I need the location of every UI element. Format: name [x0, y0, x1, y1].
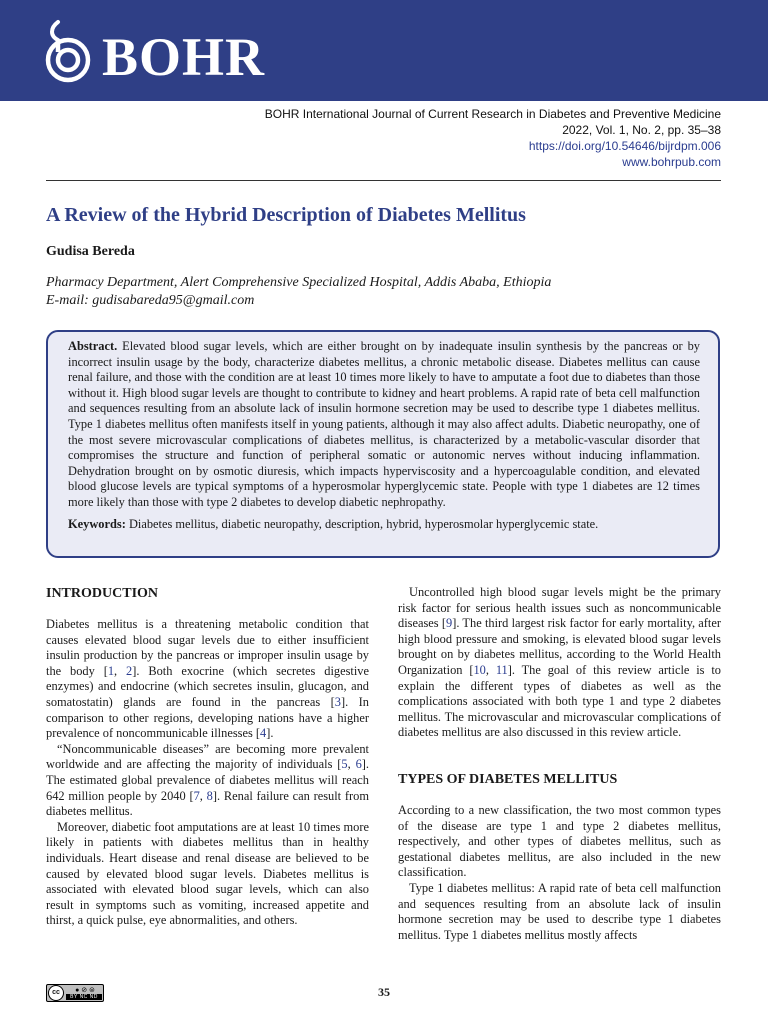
text-run: Uncontrolled high blood sugar levels might be the primary risk factor for serious health issues such as noncommunicable diseases [ — [398, 585, 721, 631]
intro-paragraph-3: Moreover, diabetic foot amputations are at least 10 times more likely in patients with diabetes mellitus than in healthy individuals. Heart disease and renal disease are believed to be caused by elevated blood sugar levels. Diabetes mellitus is associated with elevated blood sugar levels, which can also result in symptoms such as vomiting, increased appetite and thirst, a quick pulse, eye abnormalities, and others. — [46, 819, 369, 928]
section-heading-types: TYPES OF DIABETES MELLITUS — [398, 771, 618, 787]
page-number: 35 — [378, 985, 390, 999]
intro-paragraph-4 — [398, 585, 721, 741]
text-run: ]. Both exocrine (which secretes digestive enzymes) and endocrine (which secretes insulin, glucagon, and somatostatin) glands are found in the pancreas [ — [46, 663, 369, 709]
cc-license-strip: BY NC ND — [66, 994, 102, 1000]
citation-link[interactable]: 6 — [355, 757, 362, 772]
text-run: , — [347, 757, 356, 772]
cc-icon: cc — [48, 985, 64, 1001]
abstract-label: Abstract. — [68, 339, 118, 353]
text-run: , — [485, 662, 496, 677]
keywords-line — [68, 517, 700, 533]
section-heading-introduction: INTRODUCTION — [46, 586, 159, 601]
cc-license-icons: ● ⊘ ⊜ — [75, 987, 95, 994]
text-run: ]. Renal failure can result from diabetes mellitus. — [46, 788, 369, 819]
creative-commons-badge[interactable] — [46, 984, 104, 1002]
keywords-text: Diabetes mellitus, diabetic neuropathy, description, hybrid, hyperosmolar hyperglycemic state. — [128, 516, 599, 531]
text-run: ]. In comparison to other regions, developing nations have a higher prevalence of noncommunicable illnesses [ — [46, 694, 369, 741]
affiliation-block — [46, 274, 726, 310]
header-rule — [46, 180, 721, 181]
text-run: ]. The estimated global prevalence of diabetes mellitus will reach 642 million people by 2040 [ — [46, 757, 369, 803]
citation-link[interactable]: 1 — [107, 663, 115, 678]
intro-paragraph-2 — [46, 742, 369, 820]
journal-meta — [161, 106, 721, 170]
abstract-box — [46, 330, 720, 558]
website-link[interactable]: www.bohrpub.com — [622, 155, 721, 169]
citation-link[interactable]: 9 — [445, 616, 453, 631]
section-gap — [398, 741, 721, 771]
journal-name: BOHR International Journal of Current Research in Diabetes and Preventive Medicine — [264, 107, 721, 121]
keywords-label: Keywords: — [68, 516, 126, 531]
intro-paragraph-1 — [46, 617, 369, 742]
left-column — [46, 585, 369, 929]
text-run: “Noncommunicable diseases” are becoming more prevalent worldwide and are affecting the majority of individuals [ — [46, 741, 369, 772]
citation-link[interactable]: 7 — [193, 788, 200, 803]
citation-link[interactable]: 8 — [206, 788, 213, 803]
types-paragraph-1: According to a new classification, the two most common types of the disease are type 1 and type 2 diabetes mellitus, respectively, and other types of diabetes mellitus, such as gestational diabetes mellitus, are also included in the new classification. — [398, 802, 721, 880]
citation-link[interactable]: 3 — [334, 694, 341, 709]
types-paragraph-2: Type 1 diabetes mellitus: A rapid rate of beta cell malfunction and sequences resulting from an absolute lack of insulin hormone secretion may be used to describe type 1 diabetes mellitus. Type 1 diabetes mellitus mostly affects — [398, 880, 721, 942]
citation-link[interactable]: 4 — [260, 726, 267, 741]
text-run: , — [114, 663, 127, 678]
volume-line: 2022, Vol. 1, No. 2, pp. 35–38 — [562, 123, 721, 137]
text-run: , — [199, 788, 207, 803]
author-email: E-mail: gudisabareda95@gmail.com — [46, 293, 255, 308]
article-title: A Review of the Hybrid Description of Diabetes Mellitus — [46, 204, 526, 226]
citation-link[interactable]: 2 — [126, 663, 133, 678]
bohr-logo-icon — [44, 18, 100, 88]
abstract-paragraph — [68, 339, 700, 511]
doi-link[interactable]: https://doi.org/10.54646/bijrdpm.006 — [528, 139, 721, 153]
citation-link[interactable]: 11 — [495, 662, 508, 677]
citation-link[interactable]: 10 — [473, 662, 486, 677]
right-column — [398, 585, 721, 943]
text-run: ]. The goal of this review article is to explain the different types of diabetes as well as the complications associated with both type 1 and type 2 diabetes mellitus. The microvascular and microvascular complications of diabetes mellitus are also discussed in this review article. — [398, 662, 722, 740]
bohr-logo — [44, 18, 274, 88]
affiliation: Pharmacy Department, Alert Comprehensive Specialized Hospital, Addis Ababa, Ethiopia — [46, 275, 552, 290]
abstract-text: Elevated blood sugar levels, which are either brought on by inadequate insulin synthesis by the pancreas or by incorrect insulin usage by the body, characterize diabetes mellitus, a chronic metabolic disease. Diabetes mellitus can cause renal failure, and those with the condition are at least 10 times more likely to have to amputate a foot due to diabetes than those without it. High blood sugar levels are thought to contribute to kidney and heart problems. A rapid rate of beta cell malfunction and sequences resulting from an absolute lack of insulin hormone secretion may be used to describe type 1 diabetes mellitus. Type 1 diabetes mellitus often manifests itself in young patients, although it may also affect adults. Diabetic neuropathy, one of the most severe microvascular complications of diabetes mellitus, is characterized by a metabolic-vascular disorder that compromises the structure and function of peripheral somatic or autonomic nerves without inducing inflammation. Dehydration brought on by osmotic diuresis, which impacts hyperviscosity and a hypercoagulable condition, and elevated blood glucose levels are typical symptoms of a hyperosmolar hyperglycemic state. People with type 1 diabetes are 12 times more likely than those with type 2 diabetes to develop diabetic nephropathy. — [68, 339, 700, 509]
author-name: Gudisa Bereda — [46, 244, 135, 259]
journal-banner — [0, 0, 768, 101]
text-run: ]. — [266, 726, 274, 741]
citation-link[interactable]: 5 — [341, 757, 348, 772]
logo-wordmark: BOHR — [102, 27, 266, 87]
text-run: Diabetes mellitus is a threatening metabolic condition that causes elevated blood sugar levels due to either insufficient insulin production by the pancreas or improper insulin usage by the body [ — [46, 617, 369, 678]
text-run: ]. The third largest risk factor for early mortality, after high blood pressure and smoking, is elevated blood sugar levels brought on by diabetes mellitus, according to the World Health Organization [ — [398, 616, 721, 677]
